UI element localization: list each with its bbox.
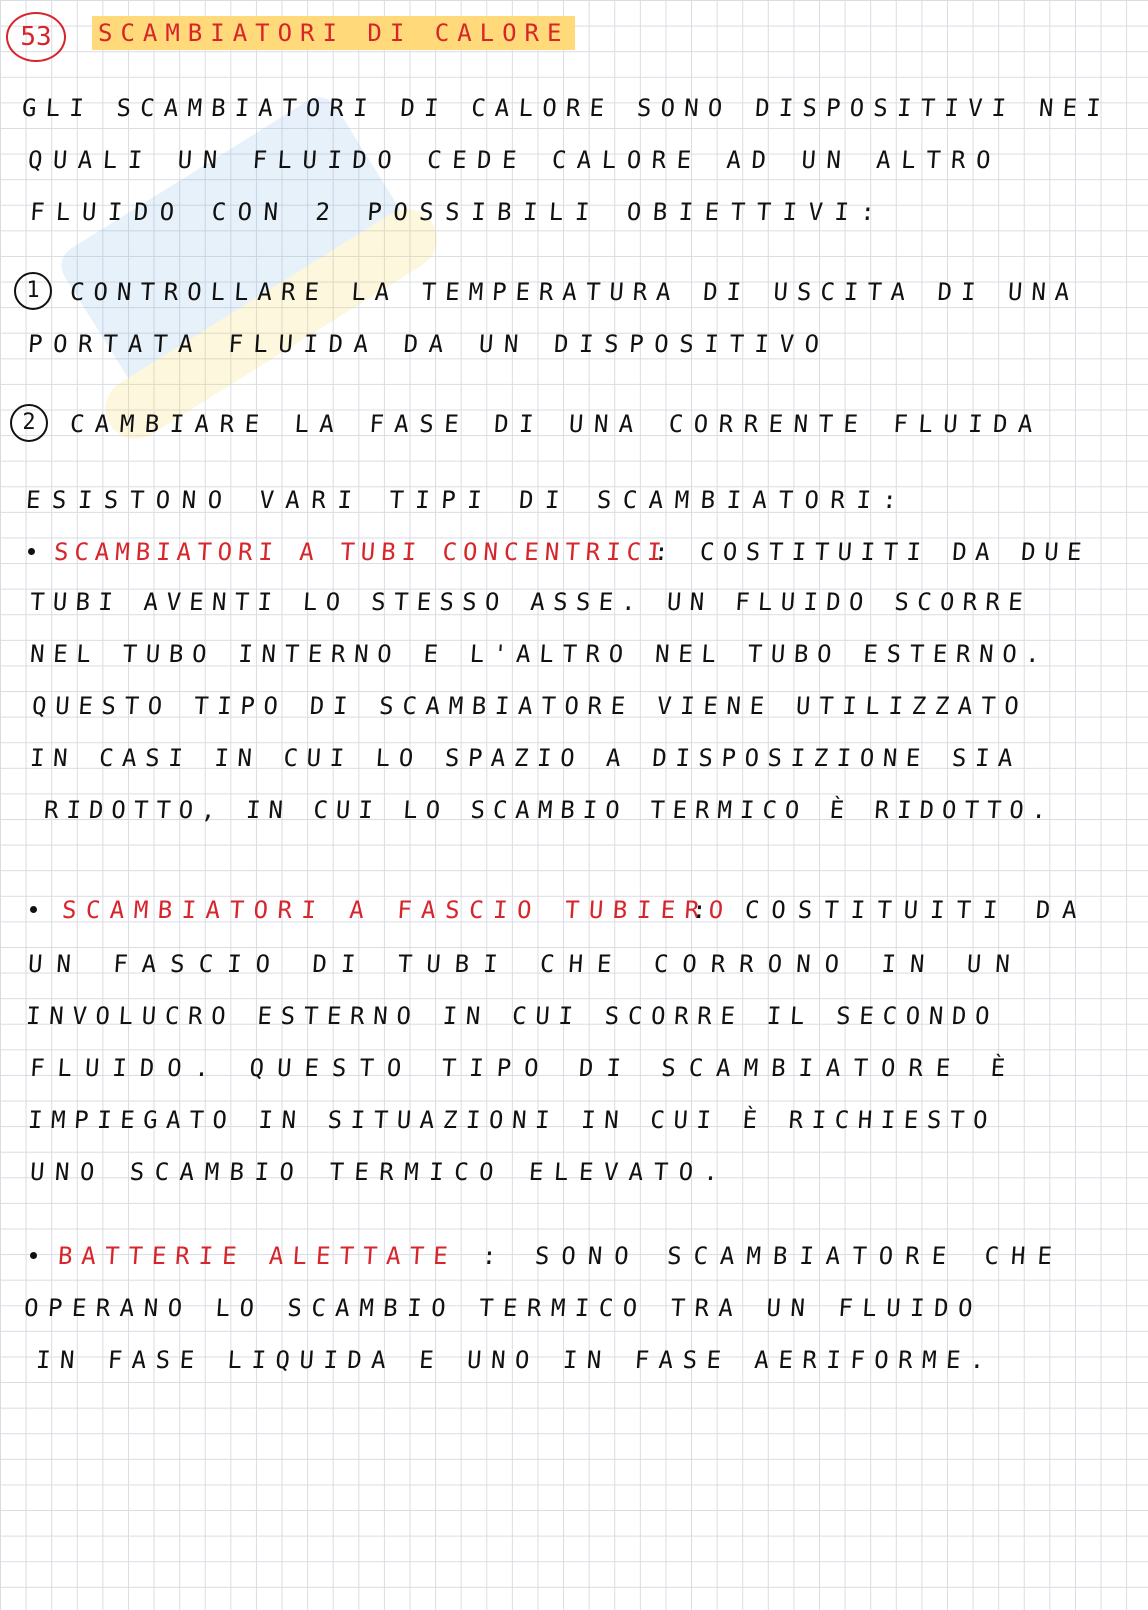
- type-1-line-5: IN CASI IN CUI LO SPAZIO A DISPOSIZIONE SIA: [29, 744, 1023, 772]
- intro-line-2: QUALI UN FLUIDO CEDE CALORE AD UN ALTRO: [27, 146, 1003, 174]
- objective-number-2: 2: [10, 404, 48, 442]
- type-2-line-3: INVOLUCRO ESTERNO IN CUI SCORRE IL SECONDO: [25, 1002, 1000, 1030]
- bullet-type-3: [30, 1252, 37, 1259]
- type-1-line-2: TUBI AVENTI LO STESSO ASSE. UN FLUIDO SCORRE: [29, 588, 1032, 616]
- type-1-name: SCAMBIATORI A TUBI CONCENTRICI: [53, 538, 669, 566]
- type-2-line-6: UNO SCAMBIO TERMICO ELEVATO.: [29, 1158, 730, 1186]
- type-3-name: BATTERIE ALETTATE: [57, 1242, 458, 1270]
- type-2-line-5: IMPIEGATO IN SITUAZIONI IN CUI È RICHIESTO: [27, 1106, 998, 1134]
- type-1-line-1-rest: : COSTITUITI DA DUE: [653, 538, 1092, 566]
- type-2-line-1-rest: : COSTITUITI DA: [691, 896, 1090, 924]
- type-2-line-2: UN FASCIO DI TUBI CHE CORRONO IN UN: [27, 950, 1025, 978]
- bullet-type-2: [30, 906, 37, 913]
- objective-1-line-1: CONTROLLARE LA TEMPERATURA DI USCITA DI UNA: [69, 278, 1080, 306]
- type-1-line-6: RIDOTTO, IN CUI LO SCAMBIO TERMICO È RIDOTTO.: [43, 796, 1056, 824]
- watermark-block: [54, 90, 431, 429]
- objective-1-line-2: PORTATA FLUIDA DA UN DISPOSITIVO: [27, 330, 831, 358]
- type-3-line-2: OPERANO LO SCAMBIO TERMICO TRA UN FLUIDO: [23, 1294, 983, 1322]
- types-intro: ESISTONO VARI TIPI DI SCAMBIATORI:: [25, 486, 910, 514]
- note-title: SCAMBIATORI DI CALORE: [92, 16, 575, 50]
- type-3-line-1-rest: : SONO SCAMBIATORE CHE: [481, 1242, 1065, 1270]
- type-1-line-4: QUESTO TIPO DI SCAMBIATORE VIENE UTILIZZATO: [31, 692, 1029, 720]
- type-1-line-3: NEL TUBO INTERNO E L'ALTRO NEL TUBO ESTERNO.: [29, 640, 1050, 668]
- type-3-line-3: IN FASE LIQUIDA E UNO IN FASE AERIFORME.: [35, 1346, 995, 1374]
- note-number-circle: 53: [6, 12, 66, 62]
- objective-number-1: 1: [14, 272, 52, 310]
- bullet-type-1: [28, 548, 35, 555]
- type-2-name: SCAMBIATORI A FASCIO TUBIERO: [61, 896, 734, 924]
- type-2-line-4: FLUIDO. QUESTO TIPO DI SCAMBIATORE È: [29, 1054, 1020, 1082]
- objective-2-line-1: CAMBIARE LA FASE DI UNA CORRENTE FLUIDA: [69, 410, 1045, 438]
- intro-line-3: FLUIDO CON 2 POSSIBILI OBIETTIVI:: [29, 198, 888, 226]
- intro-line-1: GLI SCAMBIATORI DI CALORE SONO DISPOSITIVI NEI: [21, 94, 1111, 122]
